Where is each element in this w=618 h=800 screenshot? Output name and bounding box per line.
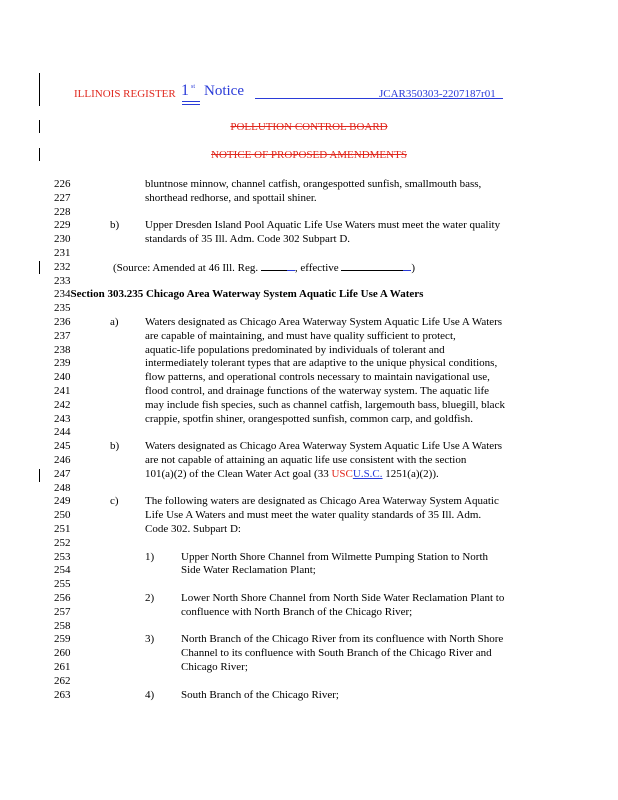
item-label: 2)	[145, 592, 155, 604]
body-text-line: Waters designated as Chicago Area Waterway System Aquatic Life Use A Waters	[145, 316, 503, 328]
line-number: 253	[54, 550, 71, 563]
deleted-text: USC	[331, 467, 353, 480]
notice-label: Notice	[204, 83, 244, 99]
line-number: 238	[54, 343, 71, 356]
item-label: b)	[110, 219, 120, 232]
line-number: 245	[54, 440, 71, 453]
item-label: b)	[110, 440, 120, 453]
line-number: 256	[54, 592, 71, 604]
body-text-line: intermediately tolerant types that are adaptive to the unique physical conditions,	[145, 357, 498, 370]
change-bar	[39, 469, 40, 482]
body-text-line: standards of 35 Ill. Adm. Code 302 Subpart D.	[145, 233, 351, 246]
line-number: 254	[54, 564, 71, 577]
body-text-line: 101(a)(2) of the Clean Water Act goal (33 USCU.S.C. 1251(a)(2)).	[145, 467, 439, 480]
inserted-blank	[403, 261, 411, 271]
body-text-line: Waters designated as Chicago Area Waterway System Aquatic Life Use A Waters	[145, 440, 503, 453]
line-number: 243	[54, 412, 71, 425]
item-label: 4)	[145, 688, 155, 701]
line-number: 263	[54, 688, 71, 701]
line-number: 242	[54, 398, 71, 411]
line-number: 236	[54, 316, 71, 328]
line-number: 249	[54, 495, 71, 508]
body-text-line: are not capable of attaining an aquatic life use consistent with the section	[145, 454, 467, 466]
line-number: 247	[54, 467, 71, 480]
body-text-line: are capable of maintaining, and must have quality sufficient to protect,	[145, 329, 456, 342]
agency-title: POLLUTION CONTROL BOARD	[230, 121, 388, 133]
line-number: 228	[54, 205, 71, 218]
item-label: c)	[110, 495, 119, 508]
item-label: 1)	[145, 550, 155, 563]
line-number: 246	[54, 454, 71, 466]
body-text-line: Life Use A Waters and must meet the water quality standards of 35 Ill. Adm.	[145, 509, 482, 522]
source-note: (Source: Amended at 46 Ill. Reg. , effective )	[113, 261, 416, 274]
line-number: 232	[54, 260, 71, 273]
change-bar	[39, 73, 40, 106]
inserted-blank	[287, 261, 295, 271]
jcar-reference: JCAR350303-2207187r01	[379, 88, 496, 100]
line-number: 252	[54, 536, 71, 549]
register-number-suffix: st	[191, 84, 196, 90]
section-title: Section 303.235 Chicago Area Waterway System Aquatic Life Use A Waters	[70, 288, 424, 301]
body-text-line: South Branch of the Chicago River;	[181, 688, 339, 701]
line-number: 261	[54, 661, 71, 673]
inserted-text: U.S.C.	[352, 467, 383, 480]
line-number: 231	[54, 247, 71, 259]
line-number: 226	[54, 178, 71, 190]
line-number: 251	[54, 523, 71, 535]
body-text-line: may include fish species, such as channel catfish, largemouth bass, bluegill, black	[145, 398, 505, 411]
body-text-line: flow patterns, and operational controls necessary to maintain navigational use,	[145, 371, 490, 384]
body-text-line: Side Water Reclamation Plant;	[181, 564, 316, 577]
line-number: 233	[54, 274, 71, 287]
body-text-line: Channel to its confluence with South Branch of the Chicago River and	[181, 647, 492, 660]
line-number: 259	[54, 633, 71, 646]
notice-title: NOTICE OF PROPOSED AMENDMENTS	[211, 149, 407, 161]
body-text-line: crappie, spotfin shiner, orangespotted sunfish, common carp, and goldfish.	[145, 412, 473, 425]
line-number: 262	[54, 674, 71, 687]
register-number: 1	[181, 82, 189, 99]
section-heading	[54, 288, 423, 300]
line-number: 230	[54, 233, 71, 246]
line-number: 229	[54, 219, 71, 232]
body-text-line: aquatic-life populations predominated by individuals of tolerant and	[145, 343, 445, 356]
line-number: 234	[54, 288, 71, 301]
body-text-line: Code 302. Subpart D:	[145, 523, 241, 535]
body-text-line: North Branch of the Chicago River from its confluence with North Shore	[181, 633, 504, 646]
line-number: 241	[54, 385, 71, 397]
page-header	[74, 82, 594, 112]
register-label: ILLINOIS REGISTER	[74, 88, 176, 100]
body-text-line: Chicago River;	[181, 661, 248, 673]
line-number: 244	[54, 426, 71, 439]
line-number: 239	[54, 357, 71, 370]
change-bar	[39, 261, 40, 274]
line-number: 250	[54, 509, 71, 522]
register-page-blank	[261, 261, 287, 271]
line-number: 257	[54, 605, 71, 618]
line-number: 237	[54, 329, 71, 342]
line-number: 240	[54, 371, 71, 384]
body-text-line: Upper North Shore Channel from Wilmette Pumping Station to North	[181, 550, 489, 563]
header-double-rule	[182, 101, 200, 102]
item-label: a)	[110, 316, 119, 328]
body-text-line: shorthead redhorse, and spottail shiner.	[145, 191, 317, 204]
body-text-line: The following waters are designated as Chicago Area Waterway System Aquatic	[145, 495, 499, 508]
header-double-rule	[182, 104, 200, 105]
line-number: 260	[54, 647, 71, 660]
body-text-line: bluntnose minnow, channel catfish, orangespotted sunfish, smallmouth bass,	[145, 178, 482, 190]
line-number: 258	[54, 619, 71, 632]
effective-date-blank	[341, 261, 403, 271]
body-text-line: Upper Dresden Island Pool Aquatic Life Use Waters must meet the water quality	[145, 219, 501, 232]
body-text-line: flood control, and drainage functions of the waterway system. The aquatic life	[145, 385, 490, 397]
item-label: 3)	[145, 633, 155, 646]
body-text-line: confluence with North Branch of the Chicago River;	[181, 605, 413, 618]
line-number: 235	[54, 302, 71, 315]
line-number: 227	[54, 191, 71, 204]
body-text-line: Lower North Shore Channel from North Side Water Reclamation Plant to	[181, 592, 505, 604]
line-number: 248	[54, 481, 71, 494]
line-number: 255	[54, 578, 71, 591]
